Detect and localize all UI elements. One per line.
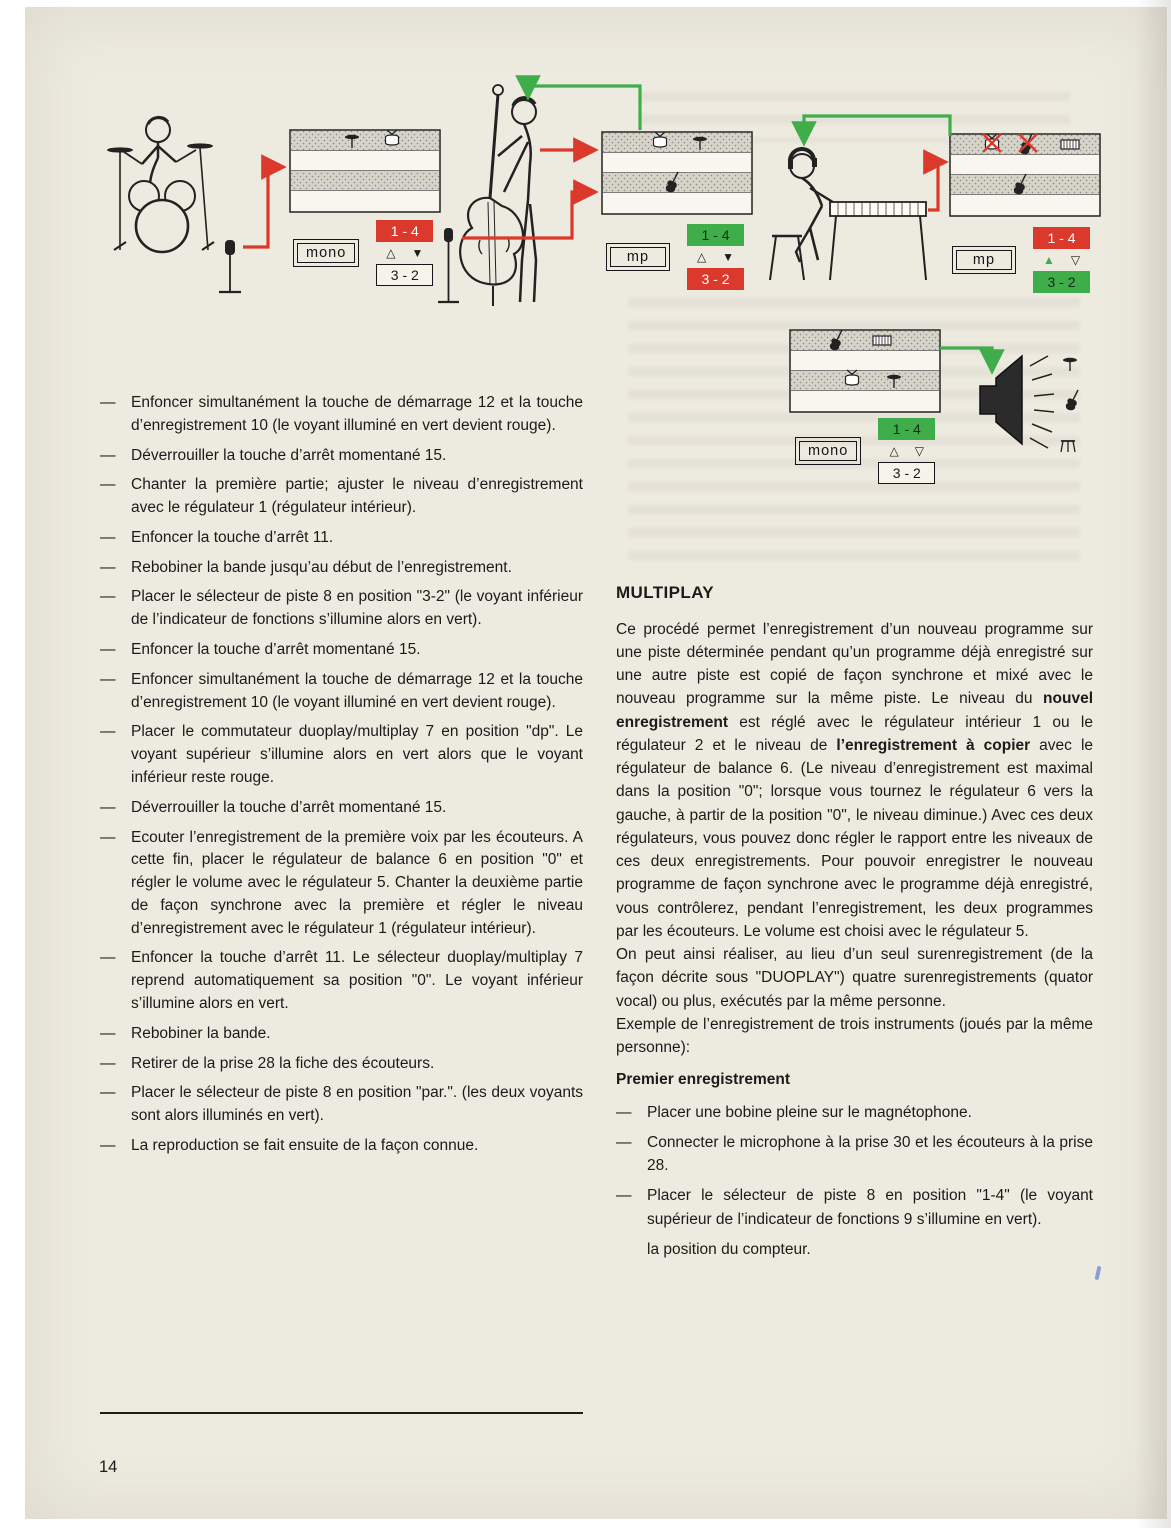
list-item-text: Placer le sélecteur de piste 8 en position "1-4" (le voyant supérieur de l’indicateur de fonctions 9 s’illumine en vert). [647, 1187, 1093, 1228]
tape-direction-row [386, 247, 423, 259]
list-item [100, 827, 583, 941]
paragraph [616, 943, 1093, 1013]
list-item [100, 392, 583, 438]
body-text: On peut ainsi réaliser, au lieu d’un seul surenregistrement (de la façon décrite sous "DUOPLAY") quatre surenregistrements (quator vocal) ou plus, exécutés par la même personne. [616, 946, 1093, 1010]
list-item-text: La reproduction se fait ensuite de la façon connue. [131, 1136, 479, 1154]
footer-rule [100, 1412, 583, 1414]
mode-box [952, 246, 1016, 274]
dash-bullet: — [100, 588, 116, 606]
list-item [100, 1053, 583, 1076]
dash-bullet: — [100, 949, 116, 967]
list-item [100, 586, 583, 632]
list-item [616, 1101, 1093, 1124]
list-item-text: Rebobiner la bande jusqu’au début de l’enregistrement. [131, 558, 512, 576]
dash-bullet: — [100, 798, 116, 816]
tape-diagram-1 [290, 130, 440, 212]
record-arrow-1 [243, 167, 282, 247]
mode-box [293, 239, 359, 267]
dash-bullet: — [100, 394, 116, 411]
track-3-2-box: 3 - 2 [1033, 271, 1090, 293]
mode-label: mono [297, 243, 355, 263]
dash-bullet: — [100, 1054, 116, 1072]
dash-bullet: — [100, 828, 116, 846]
triangle-down-icon: ▼ [411, 246, 424, 260]
dash-bullet: — [616, 1133, 632, 1151]
body-text: avec le régulateur de balance 6. (Le niveau d’enregistrement est maximal dans la position "0"; lorsque vous tournez le régulateur 6 vers la gauche, à partir de la position "0", le niveau diminue.) Avec ces deux régulateurs, vous pouvez donc régler le rapport entre les niveaux de ces deux enregistrements. Pour pouvoir enregistrer le nouveau programme de façon synchrone avec le programme déjà enregistré, vous contrôlerez, pendant l’enregistrement, les deux programmes par les écouteurs. Le volume est choisi avec le régulateur 5. [616, 736, 1094, 940]
monitor-arrow-2 [804, 116, 950, 142]
playback-arrow [940, 348, 992, 370]
body-text: Exemple de l’enregistrement de trois instruments (joués par la même personne): [616, 1015, 1093, 1056]
record-arrow-4 [928, 162, 944, 210]
dash-bullet: — [616, 1187, 632, 1205]
dash-bullet: — [100, 670, 116, 688]
track-indicator-column [878, 418, 935, 484]
list-item-text: Enfoncer simultanément la touche de démarrage 12 et la touche d’enregistrement 10 (le voyant illuminé en vert devient rouge). [131, 394, 583, 434]
list-item [616, 1238, 1093, 1261]
dash-bullet: — [100, 446, 116, 464]
list-item-text: Rebobiner la bande. [131, 1024, 271, 1042]
tape-direction-row [1043, 254, 1080, 266]
sound-rays-icon [1030, 356, 1054, 448]
dash-bullet: — [100, 1024, 116, 1042]
tape-direction-row [890, 445, 924, 457]
track-1-4-box: 1 - 4 [687, 224, 744, 246]
list-item [100, 1135, 583, 1158]
list-item-text: la position du compteur. [647, 1240, 811, 1258]
monitor-arrow-1 [528, 86, 640, 130]
triangle-down-icon: ▽ [914, 444, 925, 458]
piano-icon [873, 336, 891, 345]
emphasis-text: l’enregistrement à copier [836, 736, 1031, 754]
list-item-text: Enfoncer la touche d’arrêt momentané 15. [131, 641, 421, 659]
track-1-4-box: 1 - 4 [1033, 227, 1090, 249]
list-item [100, 474, 583, 520]
mode-label: mp [956, 250, 1012, 270]
mode-box [606, 243, 670, 271]
list-item [100, 1023, 583, 1046]
keyboard-player-figure [770, 149, 926, 280]
cymbal-icon [1063, 358, 1077, 371]
track-indicator-column [376, 220, 433, 286]
mode-label: mono [799, 441, 857, 461]
microphone-icon [219, 240, 241, 292]
paragraph [616, 618, 1093, 944]
track-indicator-column [687, 224, 744, 290]
list-item [616, 1131, 1093, 1178]
list-item-text: Chanter la première partie; ajuster le niveau d’enregistrement avec le régulateur 1 (régulateur intérieur). [131, 476, 583, 517]
list-item [100, 721, 583, 789]
body-text: est réglé avec le régulateur intérieur 1 ou le régulateur 2 et le niveau de [616, 713, 1093, 754]
dash-bullet: — [100, 476, 116, 494]
mode-box [795, 437, 861, 465]
triangle-up-icon: ▲ [1042, 253, 1055, 267]
multiplay-paragraphs [616, 618, 1093, 1060]
drummer-figure [107, 118, 214, 252]
track-3-2-box: 3 - 2 [687, 268, 744, 290]
triangle-up-icon: △ [386, 246, 396, 260]
tape-diagram-2 [602, 132, 752, 214]
list-item [100, 557, 583, 580]
list-item-text: Placer le commutateur duoplay/multiplay 7 en position "dp". Le voyant supérieur s’illumine alors en vert alors que le voyant inférieur reste rouge. [131, 723, 583, 786]
mode-label: mp [610, 247, 666, 267]
double-bass-player-figure [460, 85, 536, 306]
dash-bullet: — [100, 528, 116, 546]
section-heading: MULTIPLAY [616, 583, 715, 602]
left-column [100, 392, 583, 1165]
list-item-text: Placer le sélecteur de piste 8 en position "3-2" (le voyant inférieur de l’indicateur de fonctions s’illumine alors en vert). [131, 588, 583, 629]
list-item [100, 947, 583, 1015]
track-3-2-box: 3 - 2 [878, 462, 935, 484]
subsection-heading: Premier enregistrement [616, 1071, 791, 1089]
list-item-text: Déverrouiller la touche d’arrêt momentané 15. [131, 446, 447, 464]
emphasis-text: nouvel enregistrement [616, 690, 1093, 731]
list-item-text: Connecter le microphone à la prise 30 et les écouteurs à la prise 28. [647, 1133, 1093, 1174]
list-item-text: Enfoncer simultanément la touche de démarrage 12 et la touche d’enregistrement 10 (le voyant illuminé en vert devient rouge). [131, 670, 583, 711]
microphone-icon [438, 228, 459, 302]
dash-bullet: — [100, 723, 116, 741]
triangle-down-icon: ▽ [1070, 253, 1081, 267]
list-item [100, 445, 583, 468]
list-item-text: Enfoncer la touche d’arrêt 11. [131, 528, 334, 546]
piano-icon [1061, 140, 1079, 149]
track-1-4-box: 1 - 4 [878, 418, 935, 440]
list-item-text: Enfoncer la touche d’arrêt 11. Le sélecteur duoplay/multiplay 7 reprend automatiquement sa position "0". Le voyant inférieur s’illumine alors en vert. [131, 949, 583, 1012]
track-3-2-box: 3 - 2 [376, 264, 433, 286]
function-indicator-2 [606, 224, 744, 290]
list-item [100, 639, 583, 662]
tape-direction-row [697, 251, 734, 263]
list-item [616, 1184, 1093, 1231]
dash-bullet: — [100, 558, 116, 576]
track-1-4-box: 1 - 4 [376, 220, 433, 242]
function-indicator-1 [293, 220, 433, 286]
stool-icon [1061, 441, 1075, 452]
function-indicator-3 [952, 227, 1090, 293]
right-column [616, 580, 1093, 1268]
page-number: 14 [99, 1458, 118, 1476]
track-indicator-column [1033, 227, 1090, 293]
function-indicator-4 [795, 418, 935, 484]
dash-bullet: — [100, 1084, 116, 1102]
triangle-up-icon: △ [696, 250, 707, 264]
list-item-text: Retirer de la prise 28 la fiche des écouteurs. [131, 1054, 435, 1072]
list-item [100, 1082, 583, 1128]
list-item [100, 669, 583, 715]
dash-bullet: — [100, 1136, 116, 1154]
tape-diagram-4 [790, 330, 940, 412]
triangle-up-icon: △ [889, 444, 899, 458]
loudspeaker-figure [980, 356, 1078, 452]
dash-bullet: — [616, 1103, 632, 1121]
list-item-text: Ecouter l’enregistrement de la première voix par les écouteurs. A cette fin, placer le régulateur de balance 6 en position "0" et régler le volume avec le régulateur 5. Chanter la deuxième partie de façon synchrone avec la première et régler le niveau d’enregistrement avec le régulateur 1 (régulateur intérieur). [131, 828, 583, 937]
triangle-down-icon: ▼ [722, 250, 735, 264]
first-recording-steps [616, 1101, 1093, 1262]
list-item-text: Placer le sélecteur de piste 8 en position "par.". (les deux voyants sont alors illuminés en vert). [131, 1084, 583, 1125]
violin-icon [1066, 390, 1078, 410]
list-item-text: Placer une bobine pleine sur le magnétophone. [647, 1103, 972, 1121]
body-text: Ce procédé permet l’enregistrement d’un nouveau programme sur une piste déterminée pendant qu’un programme déjà enregistré sur une autre piste est copié de façon synchrone et mixé avec le nouveau programme sur la même piste. Le niveau du [616, 620, 1093, 708]
tape-diagram-3 [950, 134, 1100, 216]
list-item [100, 797, 583, 820]
list-item [100, 527, 583, 550]
paragraph [616, 1013, 1093, 1060]
list-item-text: Déverrouiller la touche d’arrêt momentané 15. [131, 798, 447, 816]
dash-bullet: — [100, 641, 116, 659]
